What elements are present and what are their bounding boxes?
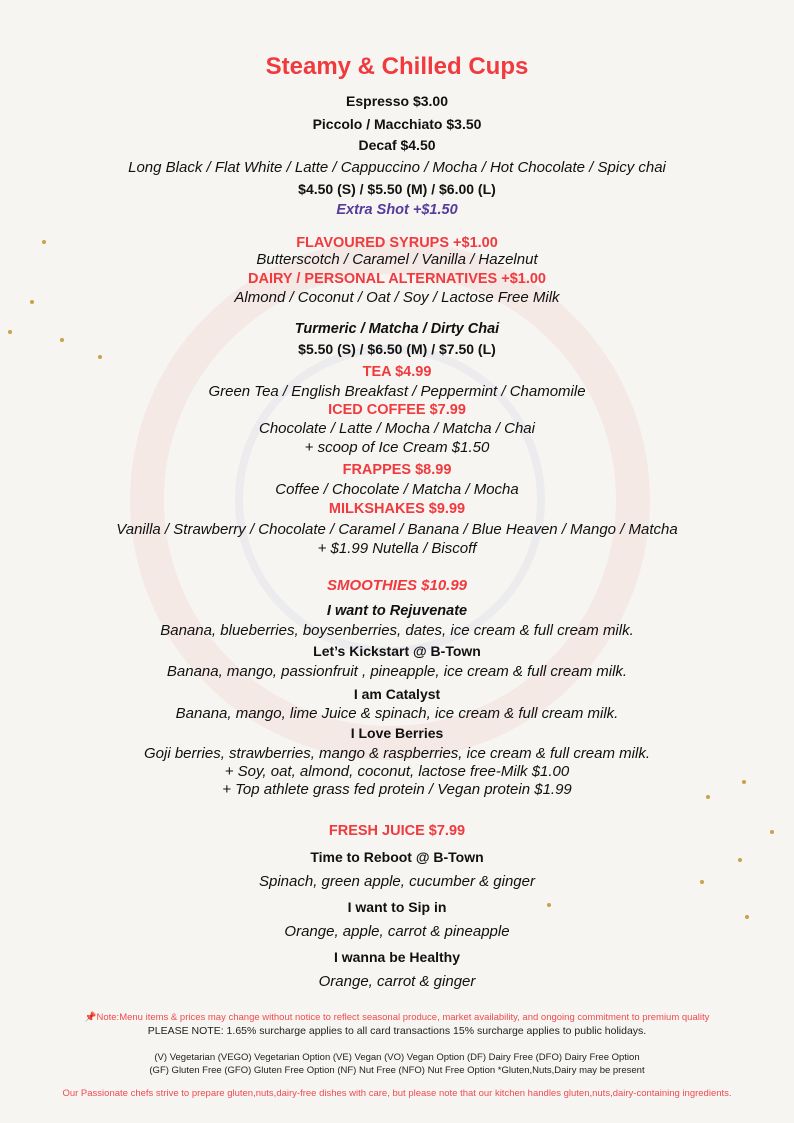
juice-name: I wanna be Healthy — [333, 949, 461, 965]
specialty-prices: $5.50 (S) / $6.50 (M) / $7.50 (L) — [298, 341, 496, 357]
page-title: Steamy & Chilled Cups — [265, 53, 529, 80]
frappes-list: Coffee / Chocolate / Matcha / Mocha — [275, 481, 519, 498]
smoothie-addon-protein: + Top athlete grass fed protein / Vegan protein $1.99 — [222, 781, 572, 798]
allergen-note: Our Passionate chefs strive to prepare gluten,nuts,dairy-free dishes with care, but please note that our kitchen handles gluten,nuts,dairy-containing ingredients. — [62, 1088, 732, 1099]
smoothie-name: Let’s Kickstart @ B-Town — [313, 643, 481, 659]
tea-list: Green Tea / English Breakfast / Peppermint / Chamomile — [208, 383, 586, 400]
juice-name: Time to Reboot @ B-Town — [310, 849, 484, 865]
smoothie-desc: Goji berries, strawberries, mango & raspberries, ice cream & full cream milk. — [144, 745, 650, 762]
iced-list: Chocolate / Latte / Mocha / Matcha / Chai — [259, 420, 535, 437]
iced-heading: ICED COFFEE $7.99 — [328, 402, 466, 418]
milkshakes-heading: MILKSHAKES $9.99 — [328, 501, 466, 517]
coffee-list: Long Black / Flat White / Latte / Cappuccino / Mocha / Hot Chocolate / Spicy chai — [128, 159, 666, 176]
juice-desc: Orange, apple, carrot & pineapple — [284, 923, 510, 940]
smoothie-desc: Banana, blueberries, boysenberries, dates, ice cream & full cream milk. — [160, 622, 634, 639]
smoothie-desc: Banana, mango, passionfruit , pineapple, ice cream & full cream milk. — [166, 663, 628, 680]
smoothie-desc: Banana, mango, lime Juice & spinach, ice cream & full cream milk. — [175, 705, 619, 722]
frappes-heading: FRAPPES $8.99 — [342, 462, 452, 478]
smoothie-name: I want to Rejuvenate — [326, 603, 468, 619]
extra-shot: Extra Shot +$1.50 — [336, 202, 458, 218]
syrups-list: Butterscotch / Caramel / Vanilla / Hazelnut — [256, 251, 538, 268]
surcharge-note: PLEASE NOTE: 1.65% surcharge applies to all card transactions 15% surcharge applies to public holidays. — [147, 1025, 647, 1037]
smoothie-addon-milk: + Soy, oat, almond, coconut, lactose free-Milk $1.00 — [224, 763, 570, 780]
juice-desc: Orange, carrot & ginger — [318, 973, 476, 990]
price-change-note: 📌Note:Menu items & prices may change without notice to reflect seasonal produce, market availability, and ongoing commitment to premium quality — [84, 1012, 710, 1023]
piccolo-item: Piccolo / Macchiato $3.50 — [312, 116, 482, 132]
juice-name: I want to Sip in — [347, 899, 447, 915]
juice-heading: FRESH JUICE $7.99 — [328, 823, 466, 839]
syrups-heading: FLAVOURED SYRUPS +$1.00 — [296, 235, 498, 251]
dietary-legend-1: (V) Vegetarian (VEGO) Vegetarian Option (VE) Vegan (VO) Vegan Option (DF) Dairy Free (DFO) Dairy Free Option — [154, 1052, 640, 1063]
specialty-heading: Turmeric / Matcha / Dirty Chai — [294, 321, 500, 337]
smoothie-name: I am Catalyst — [353, 686, 441, 702]
iced-addon: + scoop of Ice Cream $1.50 — [304, 439, 490, 456]
dietary-legend-2: (GF) Gluten Free (GFO) Gluten Free Option (NF) Nut Free (NFO) Nut Free Option *Gluten,Nuts,Dairy may be present — [149, 1065, 645, 1076]
coffee-prices: $4.50 (S) / $5.50 (M) / $6.00 (L) — [298, 181, 496, 197]
milkshakes-list: Vanilla / Strawberry / Chocolate / Caramel / Banana / Blue Heaven / Mango / Matcha — [116, 521, 678, 538]
espresso-item: Espresso $3.00 — [346, 93, 448, 109]
smoothies-heading: SMOOTHIES $10.99 — [326, 577, 468, 594]
milkshakes-addon: + $1.99 Nutella / Biscoff — [317, 540, 477, 557]
dairy-list: Almond / Coconut / Oat / Soy / Lactose Free Milk — [234, 289, 560, 306]
juice-desc: Spinach, green apple, cucumber & ginger — [258, 873, 535, 890]
pin-icon: 📌 — [84, 1012, 97, 1023]
decaf-item: Decaf $4.50 — [358, 137, 436, 153]
smoothie-name: I Love Berries — [350, 725, 444, 741]
dairy-heading: DAIRY / PERSONAL ALTERNATIVES +$1.00 — [248, 271, 546, 287]
tea-heading: TEA $4.99 — [362, 364, 432, 380]
